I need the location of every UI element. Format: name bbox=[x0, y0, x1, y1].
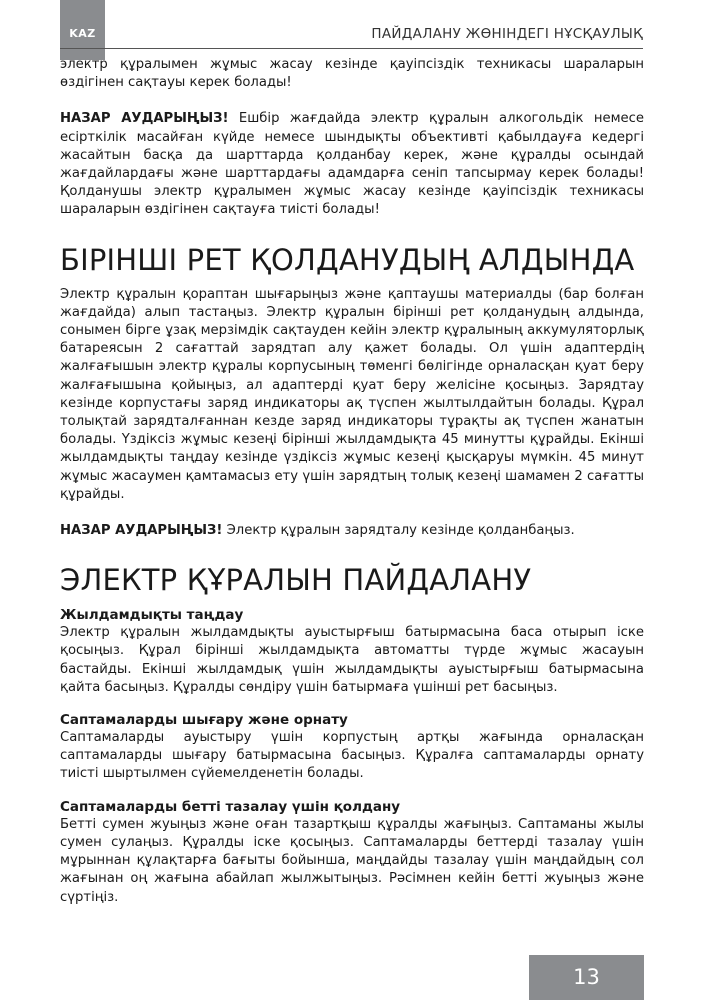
page-content bbox=[60, 56, 644, 907]
subsection-title-cleaning: Саптамаларды бетті тазалау үшін қолдану bbox=[60, 798, 401, 815]
header-title: ПАЙДАЛАНУ ЖӨНІНДЕГІ НҰСҚАУЛЫҚ bbox=[371, 26, 643, 42]
charging-warning-paragraph bbox=[60, 522, 644, 540]
speed-paragraph: Электр құралын жылдамдықты ауыстырғыш батырмасына баса отырып іске қосыңыз. Құрал бірінші жылдамдықта автоматты түрде жұмыс жасауын бастайды. Екінші жылдамдық үшін жылдамдықты ауыстырғыш батырмасына қайта басыңыз. Құралды сөндіру үшін батырмаға үшінші рет басыңыз. bbox=[60, 625, 644, 695]
subsection-title-nozzles: Саптамаларды шығару және орнату bbox=[60, 712, 348, 729]
charging-warning-text: Электр құралын зарядталу кезінде қолданбаңыз. bbox=[222, 523, 575, 539]
section-title-first-use: БІРІНШІ РЕТ ҚОЛДАНУДЫҢ АЛДЫНДА bbox=[60, 242, 635, 277]
language-tab: KAZ bbox=[60, 0, 105, 60]
intro-paragraph: электр құралымен жұмыс жасау кезінде қауіпсіздік техникасы шараларын өздігінен сақтауы керек болады! bbox=[60, 57, 644, 91]
first-use-paragraph: Электр құралын қораптан шығарыңыз және қаптаушы материалды (бар болған жағдайда) алып тастаңыз. Электр құралын бірінші рет қолданудың алдында, сонымен бірге ұзақ мерзімдік сақтауден кейін электр құралының аккумуляторлық батареясын 2 сағаттай зарядтап алу қажет болады. Ол үшін адаптердің жалғағышын электр құралы корпусының төменгі бөлігінде орналасқан қуат беру жалғағышына қойыңыз, ал адаптерді қуат беру желісіне қосыңыз. Зарядтау кезінде корпустағы заряд индикаторы ақ түспен жылтылдайтын болады. Құрал толықтай зарядталғаннан кезде заряд индикаторы тұрақты ақ түспен жанатын болады. Үздіксіз жұмыс кезеңі бірінші жылдамдықта 45 минутты құрайды. Екінші жылдамдықты таңдау кезінде үздіксіз жұмыс кезеңі қысқаруы мүмкін. 45 минут жұмыс жасаумен қамтамасыз ету үшін зарядтың толық кезеңі шамамен 2 сағатты құрайды. bbox=[60, 286, 644, 502]
warning-paragraph bbox=[60, 110, 644, 219]
charging-warning-label: НАЗАР АУДАРЫҢЫЗ! bbox=[60, 523, 223, 539]
section-title-usage: ЭЛЕКТР ҚҰРАЛЫН ПАЙДАЛАНУ bbox=[60, 563, 532, 598]
nozzles-paragraph: Саптамаларды ауыстыру үшін корпустың артқы жағында орналасқан саптамаларды шығару батырмасына басыңыз. Құралға саптамаларды орнату тиісті шыртылмен сүйемелденетін болады. bbox=[60, 730, 644, 782]
warning-text: Ешбір жағдайда электр құралын алкогольдік немесе есірткілік масайған күйде немесе шындықты объективті қабылдауға кедергі жасайтын басқа да шарттарда қолданбау керек, және құралды осындай жағдайлардағы және шарттардағы адамдарға сеніп тапсырмау керек болады! Қолданушы электр құралымен жұмыс жасау кезінде қауіпсіздік техникасы шараларын өздігінен сақтауға тиісті болады! bbox=[60, 111, 644, 218]
subsection-title-speed: Жылдамдықты таңдау bbox=[60, 607, 244, 624]
warning-label: НАЗАР АУДАРЫҢЫЗ! bbox=[60, 111, 229, 127]
header-divider bbox=[60, 48, 643, 49]
cleaning-paragraph: Бетті сумен жуыңыз және оған тазартқыш құралды жағыңыз. Саптаманы жылы сумен сулаңыз. Құралды іске қосыңыз. Саптамаларды беттерді тазалау үшін мұрыннан құлақтарға бағыты бойынша, маңдайды тазалау үшін маңдайдың сол жағынан оң жағына абайлап жылжытыңыз. Рәсімнен кейін бетті жуыңыз және сүртіңіз. bbox=[60, 816, 644, 905]
page-number: 13 bbox=[529, 955, 644, 1000]
